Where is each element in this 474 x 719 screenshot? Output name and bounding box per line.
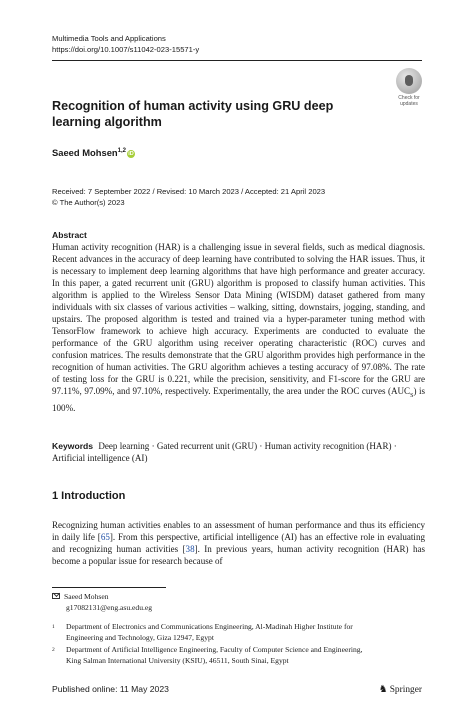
article-title: Recognition of human activity using GRU deep learning algorithm <box>52 99 334 129</box>
publisher-logo[interactable] <box>379 684 422 695</box>
keywords-label: Keywords <box>52 441 94 451</box>
abstract-heading: Abstract <box>52 230 87 240</box>
abstract-text-end: ) is 100%. <box>52 386 425 413</box>
author-line <box>52 147 135 158</box>
footnote-affiliation-2 <box>52 645 366 666</box>
citation-link[interactable]: 38 <box>185 544 195 554</box>
badge-line2: updates <box>400 100 418 107</box>
footnote-number: 2 <box>52 647 55 653</box>
publisher-name: Springer <box>389 685 422 695</box>
check-updates-icon <box>396 68 422 94</box>
header-rule <box>52 60 422 61</box>
envelope-icon <box>52 593 60 599</box>
journal-header <box>52 33 199 55</box>
introduction-paragraph <box>52 519 425 567</box>
footnote-text: Department of Artificial Intelligence Engineering, Faculty of Computer Science and Engineering, King Salman International University (KSIU), 46511, South Sinai, Egypt <box>66 645 363 665</box>
published-online: Published online: 11 May 2023 <box>52 684 169 694</box>
keywords <box>52 440 425 464</box>
footnote-affiliation-1 <box>52 622 366 643</box>
keywords-text: Deep learning · Gated recurrent unit (GRU) · Human activity recognition (HAR) · Artificial intelligence (AI) <box>52 441 397 463</box>
citation-link[interactable]: 65 <box>100 532 110 542</box>
footnote-number: 1 <box>52 624 55 630</box>
abstract-body <box>52 241 425 414</box>
badge-line1: Check for <box>398 95 420 101</box>
article-history <box>52 186 325 208</box>
intro-text-2: ]. From this perspective, artificial intelligence (AI) has an effective role in evaluating and recognizing human activities [ <box>52 532 425 554</box>
contact-name: Saeed Mohsen <box>64 592 109 601</box>
orcid-icon[interactable]: iD <box>128 151 134 157</box>
author-name[interactable]: Saeed Mohsen <box>52 147 118 158</box>
intro-text-1: Recognizing human activities enables to an assessment of human performance and thus its efficiency in daily life [ <box>52 520 425 542</box>
corresponding-author <box>52 591 152 613</box>
footnote-text: Department of Electronics and Communications Engineering, Al-Madinah Higher Institute for Engineering and Technology, Giza 12947, Egypt <box>66 622 353 642</box>
author-affiliation-sup: 1,2 <box>117 147 126 154</box>
contact-email[interactable]: g17082131@eng.asu.edu.eg <box>66 603 153 612</box>
copyright-line: © The Author(s) 2023 <box>52 198 125 207</box>
doi-link[interactable]: https://doi.org/10.1007/s11042-023-15571-y <box>52 45 200 54</box>
section-heading-introduction: 1 Introduction <box>52 490 126 502</box>
intro-text-3: ]. In previous years, human activity recognition (HAR) has become a popular issue for research because of <box>52 544 425 566</box>
springer-horse-icon: ♞ <box>378 684 388 695</box>
footnote-rule <box>52 587 166 588</box>
abstract-text: Human activity recognition (HAR) is a challenging issue in several fields, such as medical diagnosis. Recent advances in the accuracy of deep learning have contributed to solving the HAR issues. Thus, it is necessary to implement deep learning algorithms that have high performance and greater accuracy. In this paper, a gated recurrent unit (GRU) algorithm is proposed to classify human activities. This algorithm is applied to the Wireless Sensor Data Mining (WISDM) dataset gathered from many individuals with six classes of various activities – walking, sitting, downstairs, jogging, standing, and upstairs. The proposed algorithm is tested and trained via a hyper-parameter tuning method with TensorFlow framework to achieve high accuracy. Experiments are conducted to evaluate the performance of the GRU algorithm using receiver operating characteristic (ROC) curves and confusion matrices. The results demonstrate that the GRU algorithm provides high performance in the recognition of human activities. The GRU algorithm achieves a testing accuracy of 97.08%. The rate of testing loss for the GRU is 0.221, while the precision, sensitivity, and F1-score for the GRU are 97.11%, 97.09%, and 97.10%, respectively. Experimentally, the area under the ROC curves (AUC <box>52 242 425 396</box>
journal-name: Multimedia Tools and Applications <box>52 34 166 43</box>
dates-line: Received: 7 September 2022 / Revised: 10 March 2023 / Accepted: 21 April 2023 <box>52 187 326 196</box>
abstract-subscript: S <box>410 392 414 399</box>
check-for-updates-badge[interactable] <box>392 68 426 107</box>
